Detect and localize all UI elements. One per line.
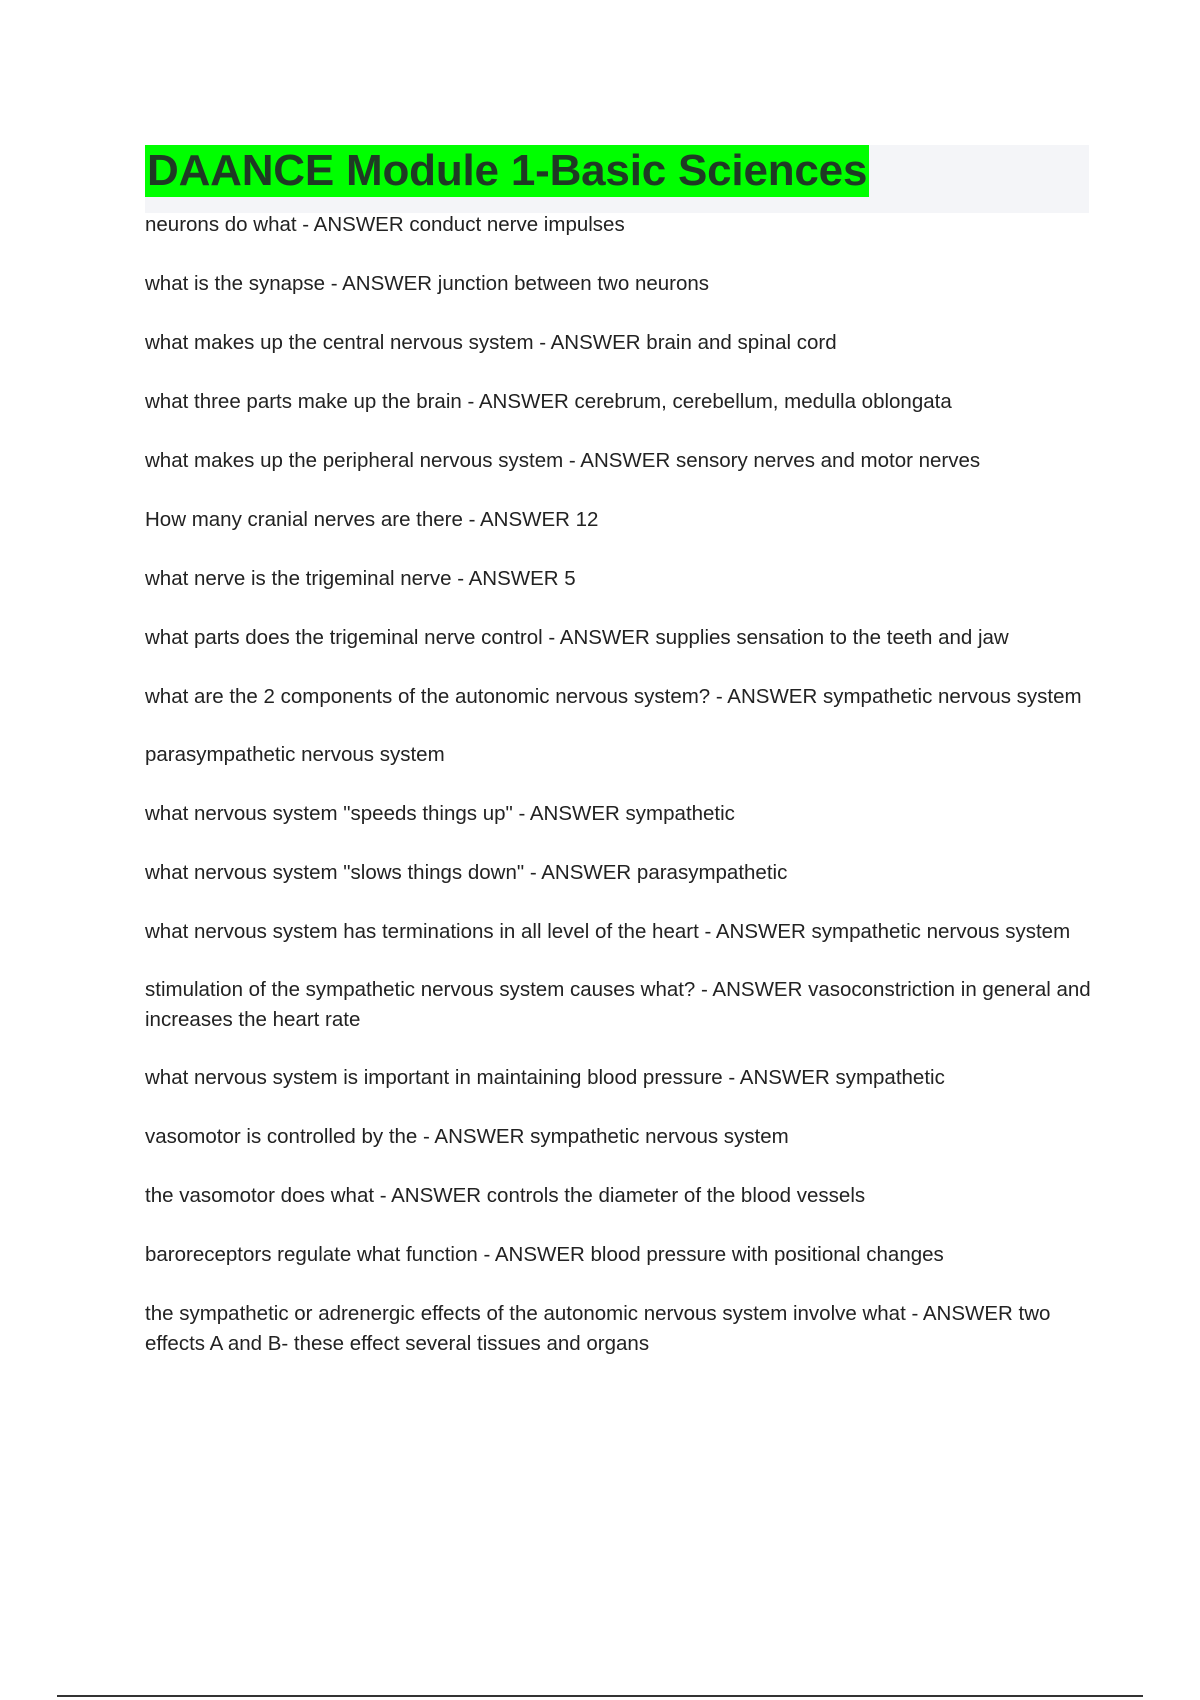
qa-item: baroreceptors regulate what function - ANSWER blood pressure with positional changes	[145, 1243, 944, 1266]
qa-item: the sympathetic or adrenergic effects of the autonomic nervous system involve what - ANSWER two effects A and B- these effect several tissues and organs	[145, 1302, 1051, 1355]
qa-item: parasympathetic nervous system	[145, 743, 445, 766]
question-answer-list	[145, 210, 1095, 1387]
qa-item: what nervous system has terminations in all level of the heart - ANSWER sympathetic nervous system	[145, 920, 1071, 943]
qa-item: what nerve is the trigeminal nerve - ANSWER 5	[145, 567, 576, 590]
qa-item: what nervous system "speeds things up" - ANSWER sympathetic	[145, 802, 735, 825]
qa-item: vasomotor is controlled by the - ANSWER sympathetic nervous system	[145, 1125, 789, 1148]
qa-item: neurons do what - ANSWER conduct nerve impulses	[145, 213, 625, 236]
qa-item: what is the synapse - ANSWER junction between two neurons	[145, 272, 710, 295]
qa-item: the vasomotor does what - ANSWER controls the diameter of the blood vessels	[145, 1184, 866, 1207]
qa-item: what parts does the trigeminal nerve control - ANSWER supplies sensation to the teeth and jaw	[145, 626, 1009, 649]
footer-divider	[57, 1695, 1143, 1697]
qa-item: what are the 2 components of the autonomic nervous system? - ANSWER sympathetic nervous system	[145, 685, 1082, 708]
qa-item: what three parts make up the brain - ANSWER cerebrum, cerebellum, medulla oblongata	[145, 390, 952, 413]
qa-item: How many cranial nerves are there - ANSWER 12	[145, 508, 599, 531]
qa-item: what makes up the central nervous system - ANSWER brain and spinal cord	[145, 331, 837, 354]
qa-item: stimulation of the sympathetic nervous system causes what? - ANSWER vasoconstriction in general and increases the heart rate	[145, 978, 1091, 1031]
qa-item: what makes up the peripheral nervous system - ANSWER sensory nerves and motor nerves	[145, 449, 981, 472]
document-title: DAANCE Module 1-Basic Sciences	[147, 146, 868, 195]
qa-item: what nervous system is important in maintaining blood pressure - ANSWER sympathetic	[145, 1066, 945, 1089]
qa-item: what nervous system "slows things down" - ANSWER parasympathetic	[145, 861, 788, 884]
